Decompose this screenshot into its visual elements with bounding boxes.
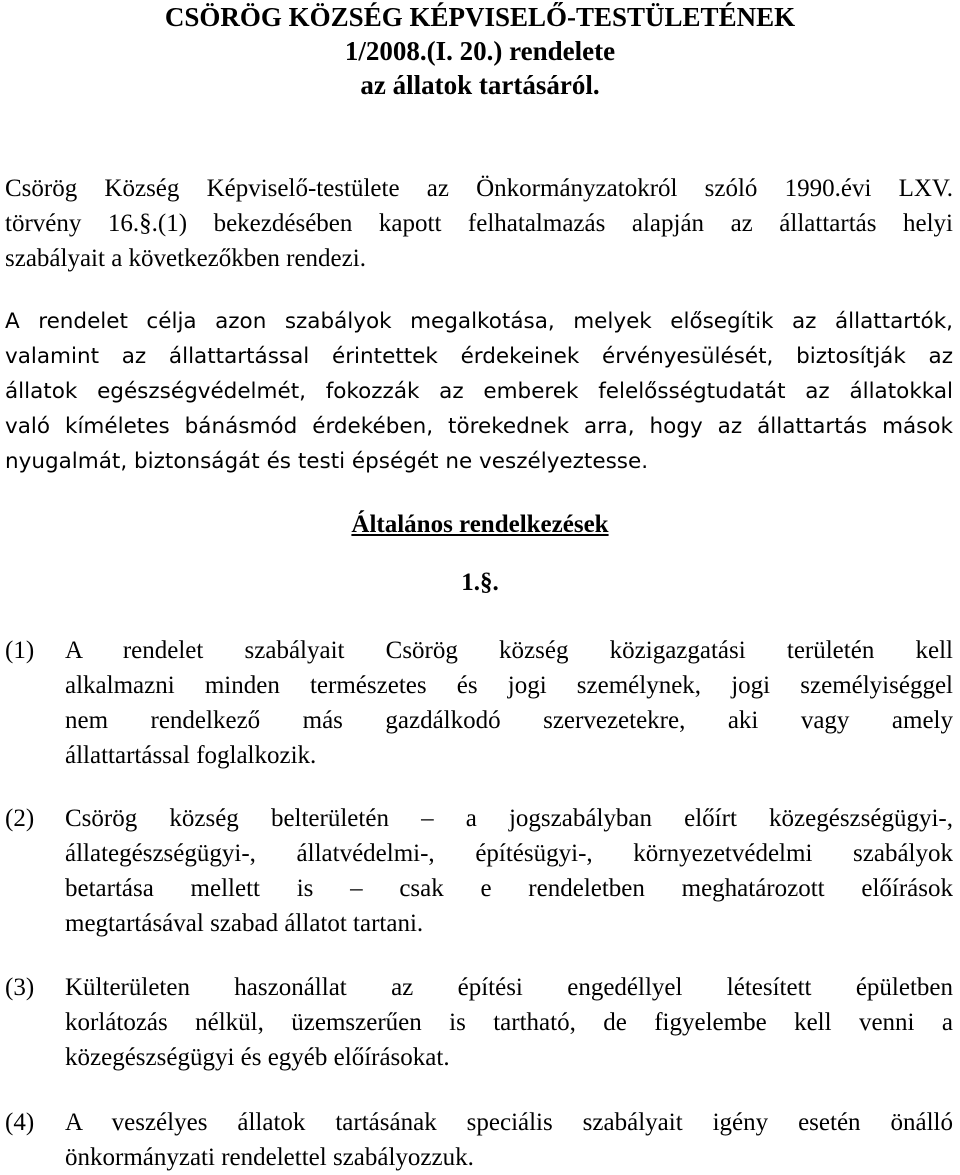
section-number: 1.§. <box>461 569 499 596</box>
title-line-subject: az állatok tartásáról. <box>360 70 600 100</box>
item-number: (3) <box>5 974 35 1001</box>
item-line: A rendelet szabályait Csörög község közigazgatási területén kell <box>65 637 953 664</box>
item-line: alkalmazni minden természetes és jogi személynek, jogi személyiséggel <box>65 672 953 699</box>
title-line-council: CSÖRÖG KÖZSÉG KÉPVISELŐ-TESTÜLETÉNEK <box>164 2 796 32</box>
document-title <box>0 0 960 102</box>
item-line: A veszélyes állatok tartásának speciális szabályait igény esetén önálló <box>65 1109 953 1136</box>
item-line: korlátozás nélkül, üzemszerűen is tartható, de figyelembe kell venni a <box>65 1009 953 1036</box>
purpose-line: nyugalmát, biztonságát és testi épségét ne veszélyeztesse. <box>5 449 649 474</box>
item-line: Külterületen haszonállat az építési engedéllyel létesített épületben <box>65 974 953 1001</box>
item-text <box>65 633 953 773</box>
item-number: (1) <box>5 637 35 664</box>
preamble-paragraph <box>5 171 953 276</box>
item-number: (2) <box>5 805 35 832</box>
purpose-line: A rendelet célja azon szabályok megalkotása, melyek elősegítik az állattartók, <box>5 309 953 334</box>
section-heading: Általános rendelkezések <box>351 511 609 538</box>
title-line-decree-number: 1/2008.(I. 20.) rendelete <box>344 36 616 66</box>
item-line: állategészségügyi-, állatvédelmi-, építésügyi-, környezetvédelmi szabályok <box>65 840 953 867</box>
item-line: Csörög község belterületén – a jogszabályban előírt közegészségügyi-, <box>65 805 953 832</box>
preamble-line: Csörög Község Képviselő-testülete az Önkormányzatokról szóló 1990.évi LXV. <box>5 175 953 202</box>
item-line: betartása mellett is – csak e rendeletben meghatározott előírások <box>65 875 953 902</box>
item-line: megtartásával szabad állatot tartani. <box>65 910 424 937</box>
item-number: (4) <box>5 1109 35 1136</box>
preamble-line: szabályait a következőkben rendezi. <box>5 245 366 272</box>
purpose-line: valamint az állattartással érintettek érdekeinek érvényesülését, biztosítják az <box>5 344 953 369</box>
purpose-line: való kíméletes bánásmód érdekében, törekednek arra, hogy az állattartás mások <box>5 414 953 439</box>
item-line: közegészségügyi és egyéb előírásokat. <box>65 1044 450 1071</box>
purpose-line: állatok egészségvédelmét, fokozzák az emberek felelősségtudatát az állatokkal <box>5 379 953 404</box>
preamble-line: törvény 16.§.(1) bekezdésében kapott felhatalmazás alapján az állattartás helyi <box>5 210 953 237</box>
item-text <box>65 801 953 941</box>
item-text <box>65 1105 953 1175</box>
purpose-paragraph <box>5 304 953 479</box>
item-line: önkormányzati rendelettel szabályozzuk. <box>65 1144 474 1171</box>
item-line: állattartással foglalkozik. <box>65 742 317 769</box>
item-text <box>65 970 953 1075</box>
item-line: nem rendelkező más gazdálkodó szervezetekre, aki vagy amely <box>65 707 953 734</box>
